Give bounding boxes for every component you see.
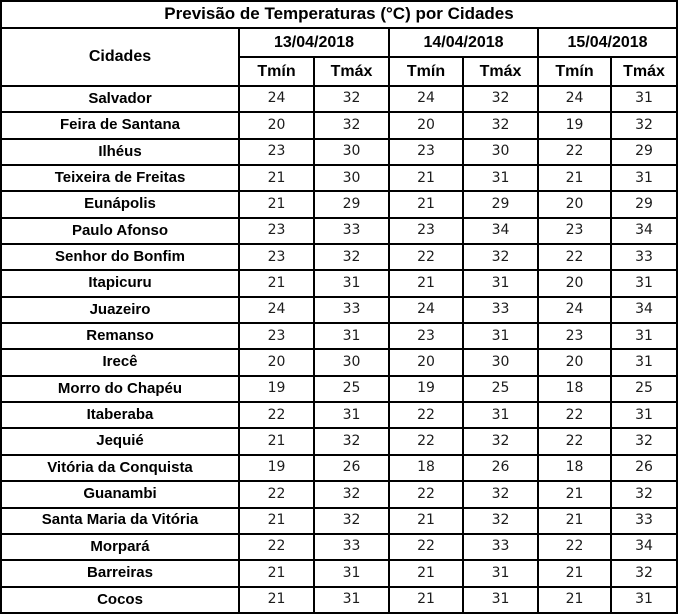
temp-cell: 33 — [314, 297, 389, 323]
table-title: Previsão de Temperaturas (°C) por Cidades — [1, 1, 677, 28]
temp-cell: 34 — [611, 297, 677, 323]
temp-cell: 22 — [538, 244, 611, 270]
temp-cell: 23 — [239, 323, 314, 349]
temp-cell: 32 — [611, 428, 677, 454]
city-cell: Guanambi — [1, 481, 239, 507]
temp-cell: 23 — [389, 218, 463, 244]
temp-cell: 30 — [314, 165, 389, 191]
date-header-13-04: 13/04/2018 — [239, 28, 389, 57]
tmax-header: Tmáx — [463, 57, 538, 86]
temp-cell: 24 — [389, 86, 463, 112]
temp-cell: 21 — [538, 165, 611, 191]
table-body — [1, 86, 677, 613]
tmin-header: Tmín — [239, 57, 314, 86]
temp-cell: 21 — [538, 587, 611, 613]
table-row — [1, 323, 677, 349]
temp-cell: 20 — [239, 112, 314, 138]
temp-cell: 31 — [611, 323, 677, 349]
temp-cell: 31 — [314, 402, 389, 428]
date-header-row — [1, 28, 677, 57]
temp-cell: 32 — [314, 86, 389, 112]
temp-cell: 22 — [389, 244, 463, 270]
temp-cell: 23 — [239, 139, 314, 165]
city-cell: Juazeiro — [1, 297, 239, 323]
temp-cell: 21 — [239, 428, 314, 454]
temp-cell: 21 — [538, 560, 611, 586]
temp-cell: 26 — [314, 455, 389, 481]
tmax-header: Tmáx — [611, 57, 677, 86]
temp-cell: 22 — [389, 534, 463, 560]
temp-cell: 22 — [239, 481, 314, 507]
table-row — [1, 455, 677, 481]
temp-cell: 29 — [463, 191, 538, 217]
temp-cell: 31 — [463, 270, 538, 296]
temp-cell: 20 — [538, 191, 611, 217]
temp-cell: 25 — [611, 376, 677, 402]
temp-cell: 32 — [463, 112, 538, 138]
temp-cell: 23 — [389, 139, 463, 165]
temp-cell: 32 — [463, 428, 538, 454]
date-header-15-04: 15/04/2018 — [538, 28, 677, 57]
temp-cell: 32 — [314, 244, 389, 270]
temp-cell: 31 — [314, 587, 389, 613]
temp-cell: 22 — [538, 534, 611, 560]
temp-cell: 33 — [314, 218, 389, 244]
temp-cell: 33 — [314, 534, 389, 560]
city-cell: Remanso — [1, 323, 239, 349]
temp-cell: 31 — [463, 165, 538, 191]
table-row — [1, 560, 677, 586]
temp-cell: 26 — [463, 455, 538, 481]
temp-cell: 20 — [538, 270, 611, 296]
temp-cell: 21 — [239, 560, 314, 586]
table-row — [1, 428, 677, 454]
temp-cell: 19 — [239, 455, 314, 481]
table-row — [1, 508, 677, 534]
city-cell: Feira de Santana — [1, 112, 239, 138]
city-cell: Irecê — [1, 349, 239, 375]
temp-cell: 22 — [389, 428, 463, 454]
temp-cell: 31 — [611, 587, 677, 613]
temp-cell: 32 — [314, 508, 389, 534]
city-cell: Itapicuru — [1, 270, 239, 296]
temp-cell: 32 — [611, 112, 677, 138]
table-row — [1, 402, 677, 428]
temp-cell: 31 — [314, 270, 389, 296]
temp-cell: 31 — [463, 323, 538, 349]
temp-cell: 21 — [389, 560, 463, 586]
temp-cell: 32 — [611, 560, 677, 586]
temp-cell: 21 — [239, 165, 314, 191]
temp-cell: 21 — [538, 508, 611, 534]
temp-cell: 21 — [239, 191, 314, 217]
temp-cell: 33 — [463, 297, 538, 323]
city-cell: Ilhéus — [1, 139, 239, 165]
temp-cell: 21 — [239, 508, 314, 534]
city-cell: Vitória da Conquista — [1, 455, 239, 481]
temp-cell: 24 — [538, 86, 611, 112]
temp-cell: 18 — [538, 455, 611, 481]
temp-cell: 32 — [314, 481, 389, 507]
temp-cell: 21 — [389, 508, 463, 534]
temp-cell: 31 — [611, 165, 677, 191]
table-row — [1, 376, 677, 402]
temp-cell: 22 — [239, 534, 314, 560]
city-cell: Senhor do Bonfim — [1, 244, 239, 270]
temp-cell: 20 — [389, 349, 463, 375]
temp-cell: 30 — [314, 139, 389, 165]
temp-cell: 23 — [239, 244, 314, 270]
temp-cell: 31 — [314, 560, 389, 586]
table-row — [1, 297, 677, 323]
temp-cell: 20 — [239, 349, 314, 375]
temp-cell: 21 — [389, 270, 463, 296]
temp-cell: 32 — [314, 428, 389, 454]
temp-cell: 22 — [538, 402, 611, 428]
temp-cell: 31 — [463, 402, 538, 428]
temp-cell: 20 — [538, 349, 611, 375]
temp-cell: 32 — [314, 112, 389, 138]
temp-cell: 29 — [314, 191, 389, 217]
city-column-header: Cidades — [1, 28, 239, 86]
table-row — [1, 165, 677, 191]
temp-cell: 19 — [239, 376, 314, 402]
temp-cell: 31 — [611, 349, 677, 375]
temp-cell: 21 — [389, 165, 463, 191]
temp-cell: 18 — [538, 376, 611, 402]
city-cell: Morro do Chapéu — [1, 376, 239, 402]
table-row — [1, 86, 677, 112]
temp-cell: 31 — [611, 402, 677, 428]
temp-cell: 34 — [611, 534, 677, 560]
date-header-14-04: 14/04/2018 — [389, 28, 538, 57]
temp-cell: 22 — [239, 402, 314, 428]
temp-cell: 22 — [389, 481, 463, 507]
table-row — [1, 534, 677, 560]
temp-cell: 19 — [538, 112, 611, 138]
temp-cell: 29 — [611, 191, 677, 217]
temp-cell: 24 — [538, 297, 611, 323]
temp-cell: 33 — [611, 508, 677, 534]
temp-cell: 32 — [463, 244, 538, 270]
city-cell: Paulo Afonso — [1, 218, 239, 244]
table-row — [1, 270, 677, 296]
temp-cell: 21 — [389, 587, 463, 613]
temp-cell: 21 — [239, 587, 314, 613]
temp-cell: 22 — [389, 402, 463, 428]
temp-cell: 26 — [611, 455, 677, 481]
temp-cell: 31 — [463, 587, 538, 613]
tmax-header: Tmáx — [314, 57, 389, 86]
temp-cell: 33 — [611, 244, 677, 270]
temp-cell: 32 — [463, 481, 538, 507]
city-cell: Cocos — [1, 587, 239, 613]
temp-cell: 21 — [538, 481, 611, 507]
city-cell: Jequié — [1, 428, 239, 454]
temp-cell: 23 — [538, 218, 611, 244]
tmin-header: Tmín — [538, 57, 611, 86]
temp-cell: 30 — [314, 349, 389, 375]
temp-cell: 24 — [239, 86, 314, 112]
table-row — [1, 349, 677, 375]
temp-cell: 32 — [611, 481, 677, 507]
temp-cell: 20 — [389, 112, 463, 138]
temp-cell: 21 — [239, 270, 314, 296]
temp-cell: 33 — [463, 534, 538, 560]
table-row — [1, 218, 677, 244]
temp-cell: 30 — [463, 139, 538, 165]
city-cell: Morpará — [1, 534, 239, 560]
temp-cell: 24 — [239, 297, 314, 323]
temp-cell: 31 — [611, 86, 677, 112]
temp-cell: 21 — [389, 191, 463, 217]
title-row — [1, 1, 677, 28]
temp-cell: 22 — [538, 139, 611, 165]
temp-cell: 34 — [611, 218, 677, 244]
table-row — [1, 139, 677, 165]
temp-cell: 31 — [463, 560, 538, 586]
city-cell: Santa Maria da Vitória — [1, 508, 239, 534]
city-cell: Teixeira de Freitas — [1, 165, 239, 191]
temp-cell: 22 — [538, 428, 611, 454]
table-row — [1, 481, 677, 507]
tmin-header: Tmín — [389, 57, 463, 86]
temp-cell: 23 — [239, 218, 314, 244]
city-cell: Salvador — [1, 86, 239, 112]
temp-cell: 32 — [463, 86, 538, 112]
temp-cell: 31 — [611, 270, 677, 296]
table-row — [1, 587, 677, 613]
temp-cell: 18 — [389, 455, 463, 481]
temp-cell: 23 — [538, 323, 611, 349]
table-row — [1, 191, 677, 217]
temp-cell: 29 — [611, 139, 677, 165]
temp-cell: 23 — [389, 323, 463, 349]
temp-cell: 31 — [314, 323, 389, 349]
temp-cell: 19 — [389, 376, 463, 402]
table-row — [1, 112, 677, 138]
temp-cell: 25 — [463, 376, 538, 402]
temp-cell: 24 — [389, 297, 463, 323]
city-cell: Itaberaba — [1, 402, 239, 428]
temp-cell: 30 — [463, 349, 538, 375]
temp-cell: 25 — [314, 376, 389, 402]
city-cell: Barreiras — [1, 560, 239, 586]
table-row — [1, 244, 677, 270]
city-cell: Eunápolis — [1, 191, 239, 217]
temp-cell: 34 — [463, 218, 538, 244]
temp-cell: 32 — [463, 508, 538, 534]
